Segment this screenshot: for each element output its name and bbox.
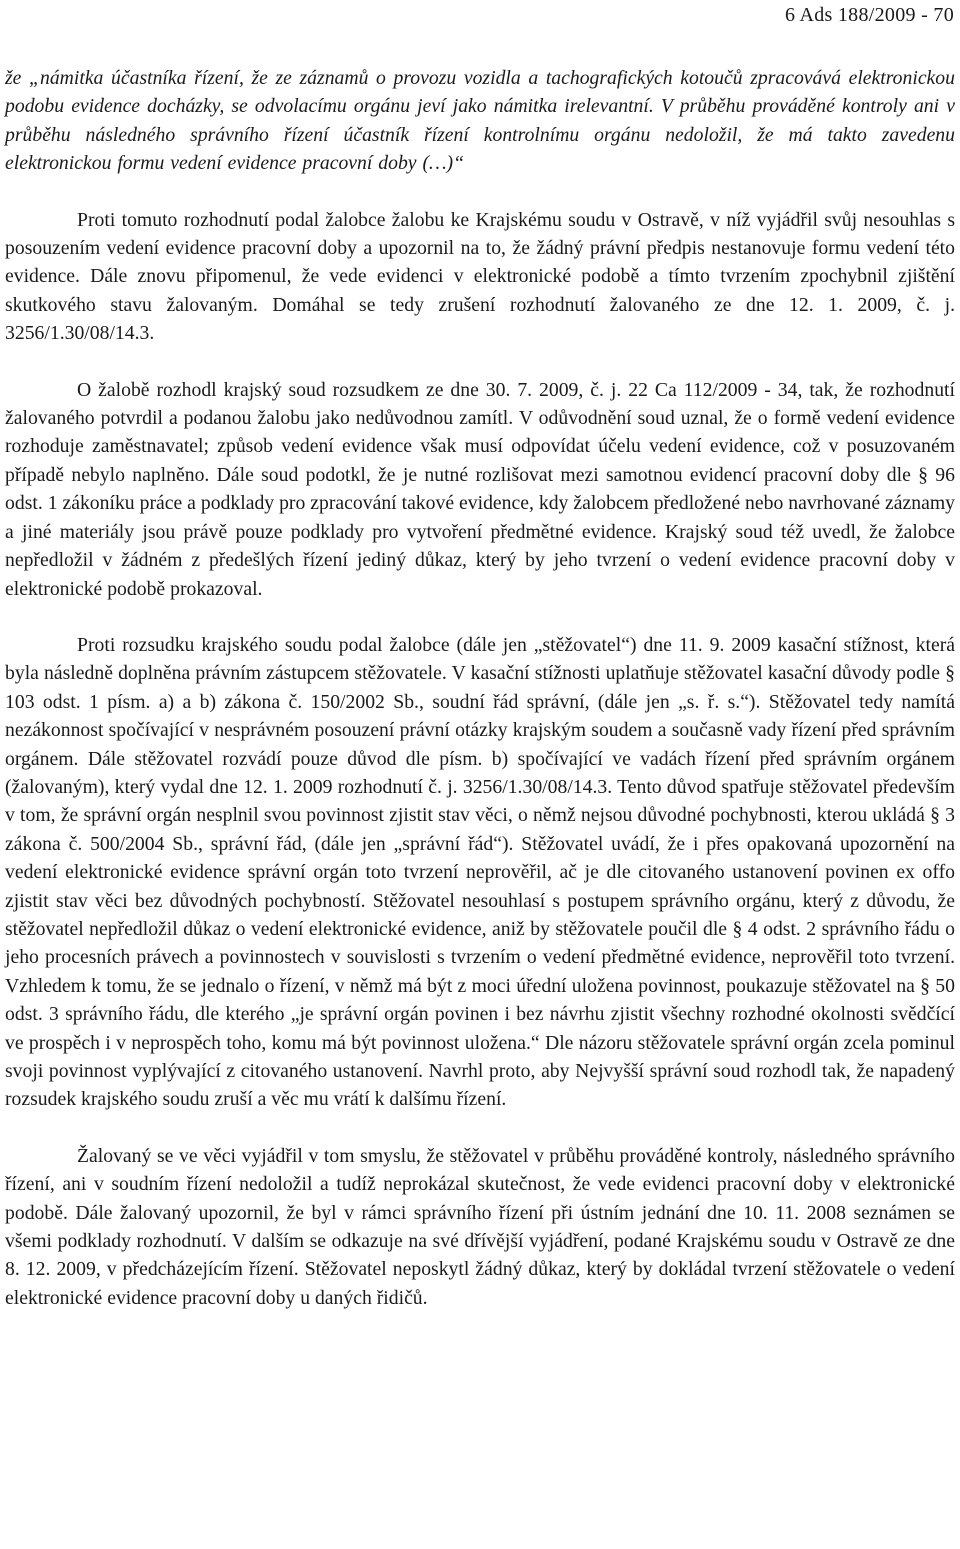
paragraph-cassation-complaint: Proti rozsudku krajského soudu podal žalobce (dále jen „stěžovatel“) dne 11. 9. 2009 kasační stížnost, která byla následně doplněna právním zástupcem stěžovatele. V kasační stížnosti uplatňuje stěžovatel kasační důvody podle § 103 odst. 1 písm. a) a b) zákona č. 150/2002 Sb., soudní řád správní, (dále jen „s. ř. s.“). Stěžovatel tedy namítá nezákonnost spočívající v nesprávném posouzení právní otázky krajským soudem a současně vady řízení před správním orgánem. Dále stěžovatel rozvádí pouze důvod dle písm. b) spočívající ve vadách řízení před správním orgánem (žalovaným), který vydal dne 12. 1. 2009 rozhodnutí č. j. 3256/1.30/08/14.3. Tento důvod spatřuje stěžovatel především v tom, že správní orgán nesplnil svou povinnost zjistit stav věci, o němž nejsou důvodné pochybnosti, kterou ukládá § 3 zákona č. 500/2004 Sb., správní řád, (dále jen „správní řád“). Stěžovatel uvádí, že i přes opakovaná upozornění na vedení elektronické evidence správní orgán toto tvrzení neprověřil, ač je dle citovaného ustanovení povinen ex offo zjistit stav věci bez důvodných pochybností. Stěžovatel nesouhlasí s postupem správního orgánu, který z důvodu, že stěžovatel nepředložil důkaz o vedení elektronické evidence, aniž by stěžovatele poučil dle § 4 odst. 2 správního řádu o jeho procesních právech a povinnostech v souvislosti s tvrzením o vedení předmětné evidence, neprověřil toto tvrzení. Vzhledem k tomu, že se jednalo o řízení, v němž má být z moci úřední uložena povinnost, poukazuje stěžovatel na § 50 odst. 3 správního řádu, dle kterého „je správní orgán povinen i bez návrhu zjistit všechny rozhodné okolnosti svědčící ve prospěch i v neprospěch toho, komu má být povinnost uložena.“ Dle názoru stěžovatele správní orgán zcela pominul svoji povinnost vyplývající z citovaného ustanovení. Navrhl proto, aby Nejvyšší správní soud rozhodl tak, že napadený rozsudek krajského soudu zruší a věc mu vrátí k dalšímu řízení. [5, 633, 955, 1111]
paragraph-lawsuit: Proti tomuto rozhodnutí podal žalobce žalobu ke Krajskému soudu v Ostravě, v níž vyjádřil svůj nesouhlas s posouzením vedení evidence pracovní doby a upozornil na to, že žádný právní předpis nestanovuje formu vedení této evidence. Dále znovu připomenul, že vede evidenci v elektronické podobě a tímto tvrzením zpochybnil zjištění skutkového stavu žalovaným. Domáhal se tedy zrušení rozhodnutí žalovaného ze dne 12. 1. 2009, č. j. 3256/1.30/08/14.3. [5, 208, 955, 345]
quoted-paragraph: že „námitka účastníka řízení, že ze záznamů o provozu vozidla a tachografických kotoučů zpracovává elektronickou podobu evidence docházky, se odvolacímu orgánu jeví jako námitka irelevantní. V průběhu prováděné kontroly ani v průběhu následného správního řízení účastník řízení kontrolnímu orgánu nedoložil, že má takto zavedenu elektronickou formu vedení evidence pracovní doby (…)“ [5, 67, 955, 175]
paragraph-defendant-statement: Žalovaný se ve věci vyjádřil v tom smyslu, že stěžovatel v průběhu prováděné kontroly, následného správního řízení, ani v soudním řízení nedoložil a tudíž neprokázal skutečnost, že vede evidenci pracovní doby v elektronické podobě. Dále žalovaný upozornil, že byl v rámci správního řízení při ústním jednání dne 10. 11. 2008 seznámen se všemi podklady rozhodnutí. V dalším se odkazuje na své dřívější vyjádření, podané Krajskému soudu v Ostravě ze dne 8. 12. 2009, v předcházejícím řízení. Stěžovatel neposkytl žádný důkaz, který by dokládal tvrzení stěžovatele o vedení elektronické evidence pracovní doby u daných řidičů. [5, 1144, 955, 1309]
page-header: 6 Ads 188/2009 - 70 [784, 4, 954, 26]
paragraph-regional-court: O žalobě rozhodl krajský soud rozsudkem ze dne 30. 7. 2009, č. j. 22 Ca 112/2009 - 34, tak, že rozhodnutí žalovaného potvrdil a podanou žalobu jako nedůvodnou zamítl. V odůvodnění soud uznal, že o formě vedení evidence rozhoduje zaměstnavatel; způsob vedení evidence však musí odpovídat účelu vedení evidence, což v posuzovaném případě nebylo naplněno. Dále soud podotkl, že je nutné rozlišovat mezi samotnou evidencí pracovní doby dle § 96 odst. 1 zákoníku práce a podklady pro zpracování takové evidence, kdy žalobcem předložené nebo navrhované záznamy a jiné materiály jsou právě pouze podklady pro vytvoření předmětné evidence. Krajský soud též uvedl, že žalobce nepředložil v žádném z předešlých řízení jediný důkaz, který by jeho tvrzení o vedení evidence pracovní doby v elektronické podobě prokazoval. [5, 378, 955, 600]
document-body [5, 64, 955, 1312]
